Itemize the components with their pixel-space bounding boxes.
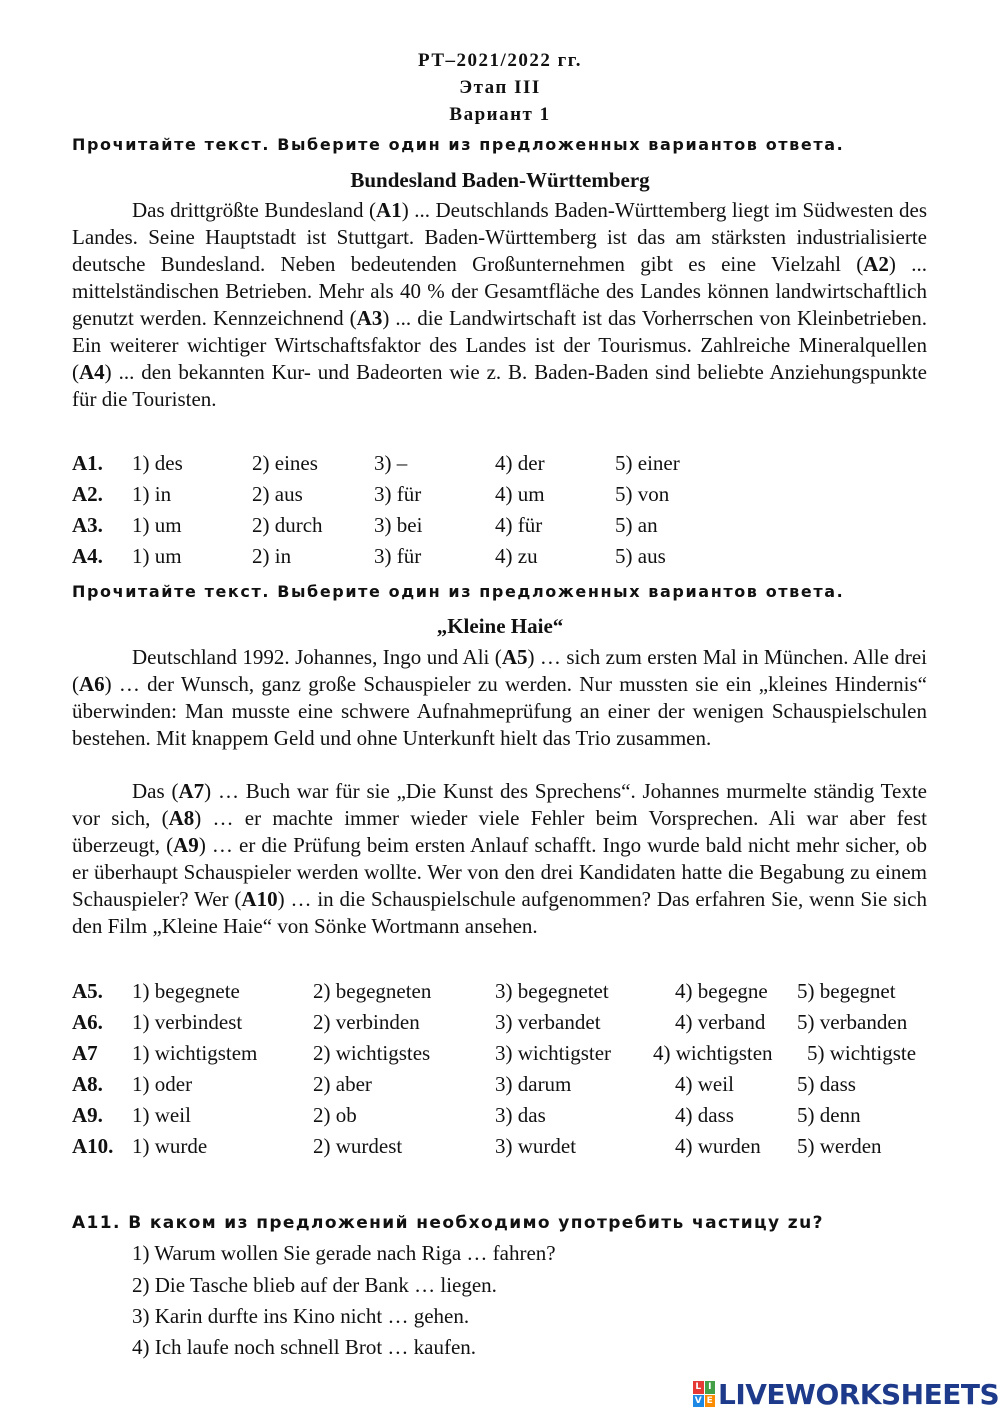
section2-title: „Kleine Haie“	[436, 614, 564, 638]
answer-option[interactable]: 4) weil	[675, 1072, 734, 1096]
answer-option[interactable]: 1) begegnete	[132, 979, 240, 1003]
answer-option[interactable]: 2) eines	[252, 451, 318, 475]
logo-icon-letter: I	[705, 1381, 716, 1394]
question-label: A7	[72, 1041, 98, 1065]
answer-option[interactable]: 5) denn	[797, 1103, 861, 1127]
section1-instruction: Прочитайте текст. Выберите один из предложенных вариантов ответа.	[72, 135, 845, 154]
answer-option[interactable]: 4) begegne	[675, 979, 768, 1003]
answer-option[interactable]: 4) wichtigsten	[653, 1041, 773, 1065]
question-label: A2.	[72, 482, 103, 506]
answer-option[interactable]: 2) verbinden	[313, 1010, 420, 1034]
answer-option[interactable]: 1) in	[132, 482, 172, 506]
answer-option[interactable]: 1) verbindest	[132, 1010, 243, 1034]
question-label: A8.	[72, 1072, 103, 1096]
section1-text: Das drittgrößte Bundesland (A1) ... Deutschlands Baden-Württemberg liegt im Südwesten des Landes. Seine Hauptstadt ist Stuttgart. Baden-Württemberg ist das am stärksten industrialisierte deutsche Bundesland. Neben bedeutenden Großunternehmen gibt es eine Vielzahl (A2) ... mittelständischen Betrieben. Mehr als 40 % der Gesamtfläche des Landes können landwirtschaftlich genutzt werden. Kennzeichnend (A3) ... die Landwirtschaft ist das Vorherrschen von Kleinbetrieben. Ein weiterer wichtiger Wirtschaftsfaktor des Landes ist der Tourismus. Zahlreiche Mineralquellen (A4) ... den bekannten Kur- und Badeorten wie z. B. Baden-Baden sind beliebte Anziehungspunkte für die Touristen.	[72, 198, 927, 411]
question-label: A5.	[72, 979, 103, 1003]
answer-option[interactable]: 4) für	[495, 513, 543, 537]
answer-option[interactable]: 3) das	[495, 1103, 546, 1127]
header-line-1: РТ–2021/2022 гг.	[418, 50, 582, 71]
answer-option[interactable]: 1) des	[132, 451, 183, 475]
answer-option[interactable]: 4) um	[495, 482, 545, 506]
answer-option[interactable]: 5) von	[615, 482, 670, 506]
answer-option[interactable]: 4) wurden	[675, 1134, 761, 1158]
question-label: A10.	[72, 1134, 114, 1158]
question-label: A3.	[72, 513, 103, 537]
answer-option[interactable]: 4) der	[495, 451, 545, 475]
question-label: A1.	[72, 451, 103, 475]
header-line-2: Этап III	[459, 77, 541, 98]
section2-paragraph-2: Das (A7) … Buch war für sie „Die Kunst des Sprechens“. Johannes murmelte ständig Texte vor sich, (A8) … er machte immer wieder viele Fehler beim Vorsprechen. Ali war aber fest überzeugt, (A9) … er die Prüfung beim ersten Anlauf schafft. Ingo wurde bald nicht mehr sicher, ob er überhaupt Schauspieler werden wollte. Wer von den drei Kandidaten hatte die Begabung zu einem Schauspieler? Wer (A10) … in die Schauspielschule aufgenommen? Das erfahren Sie, wenn Sie sich den Film „Kleine Haie“ von Sönke Wortmann ansehen.	[72, 779, 927, 938]
answer-option[interactable]: 1) wichtigstem	[132, 1041, 258, 1065]
answer-option[interactable]: 5) werden	[797, 1134, 882, 1158]
answer-option[interactable]: 3) –	[374, 451, 408, 475]
answer-option[interactable]: 4) verband	[675, 1010, 766, 1034]
answer-option[interactable]: 5) wichtigste	[807, 1041, 917, 1065]
answer-option[interactable]: 4) dass	[675, 1103, 734, 1127]
answer-option[interactable]: 5) aus	[615, 544, 666, 568]
question-11-option-2[interactable]: 2) Die Tasche blieb auf der Bank … liegen.	[132, 1273, 497, 1297]
section2-instruction: Прочитайте текст. Выберите один из предложенных вариантов ответа.	[72, 582, 845, 601]
answer-option[interactable]: 5) begegnet	[797, 979, 896, 1003]
answer-option[interactable]: 5) einer	[615, 451, 680, 475]
answer-option[interactable]: 3) begegnetet	[495, 979, 609, 1003]
logo-text: LIVEWORKSHEETS	[718, 1377, 1000, 1411]
question-11-option-4[interactable]: 4) Ich laufe noch schnell Brot … kaufen.	[132, 1335, 477, 1359]
question-label: A4.	[72, 544, 103, 568]
answer-option[interactable]: 5) an	[615, 513, 658, 537]
answer-option[interactable]: 3) für	[374, 544, 422, 568]
answer-option[interactable]: 3) für	[374, 482, 422, 506]
answer-option[interactable]: 3) wurdet	[495, 1134, 577, 1158]
answer-option[interactable]: 2) aus	[252, 482, 303, 506]
answer-option[interactable]: 2) ob	[313, 1103, 357, 1127]
question-11-option-3[interactable]: 3) Karin durfte ins Kino nicht … gehen.	[132, 1304, 470, 1328]
section2-paragraph-1: Deutschland 1992. Johannes, Ingo und Ali (A5) … sich zum ersten Mal in München. Alle drei (A6) … der Wunsch, ganz große Schauspieler zu werden. Nur mussten sie ein „kleines Hindernis“ überwinden: Man musste eine schwere Aufnahmeprüfung an einer der wenigen Schauspielschulen bestehen. Mit knappem Geld und ohne Unterkunft hielt das Trio zusammen.	[72, 645, 927, 750]
answer-option[interactable]: 2) wurdest	[313, 1134, 403, 1158]
answer-option[interactable]: 3) darum	[495, 1072, 572, 1096]
answer-option[interactable]: 5) dass	[797, 1072, 856, 1096]
answer-option[interactable]: 5) verbanden	[797, 1010, 908, 1034]
question-11-prompt: A11. В каком из предложений необходимо употребить частицу zu?	[72, 1213, 824, 1233]
answer-option[interactable]: 2) begegneten	[313, 979, 432, 1003]
answer-option[interactable]: 2) aber	[313, 1072, 372, 1096]
answer-option[interactable]: 3) wichtigster	[495, 1041, 612, 1065]
logo-icon	[693, 1381, 715, 1407]
answer-option[interactable]: 3) bei	[374, 513, 423, 537]
question-11-option-1[interactable]: 1) Warum wollen Sie gerade nach Riga … fahren?	[132, 1241, 556, 1265]
answer-option[interactable]: 3) verbandet	[495, 1010, 601, 1034]
question-label: A6.	[72, 1010, 103, 1034]
answer-option[interactable]: 1) um	[132, 513, 182, 537]
answer-option[interactable]: 1) um	[132, 544, 182, 568]
answer-option[interactable]: 2) durch	[252, 513, 323, 537]
answer-option[interactable]: 2) in	[252, 544, 292, 568]
logo-icon-letter: L	[693, 1381, 704, 1394]
answer-option[interactable]: 2) wichtigstes	[313, 1041, 431, 1065]
answer-option[interactable]: 1) oder	[132, 1072, 193, 1096]
answer-option[interactable]: 1) wurde	[132, 1134, 208, 1158]
liveworksheets-logo[interactable]	[693, 1378, 999, 1410]
logo-icon-letter: E	[705, 1395, 716, 1408]
section1-title: Bundesland Baden-Württemberg	[350, 168, 650, 192]
question-label: A9.	[72, 1103, 103, 1127]
answer-option[interactable]: 1) weil	[132, 1103, 191, 1127]
logo-icon-letter: V	[694, 1395, 702, 1406]
answer-option[interactable]: 4) zu	[495, 544, 538, 568]
header-line-3: Вариант 1	[449, 104, 551, 125]
